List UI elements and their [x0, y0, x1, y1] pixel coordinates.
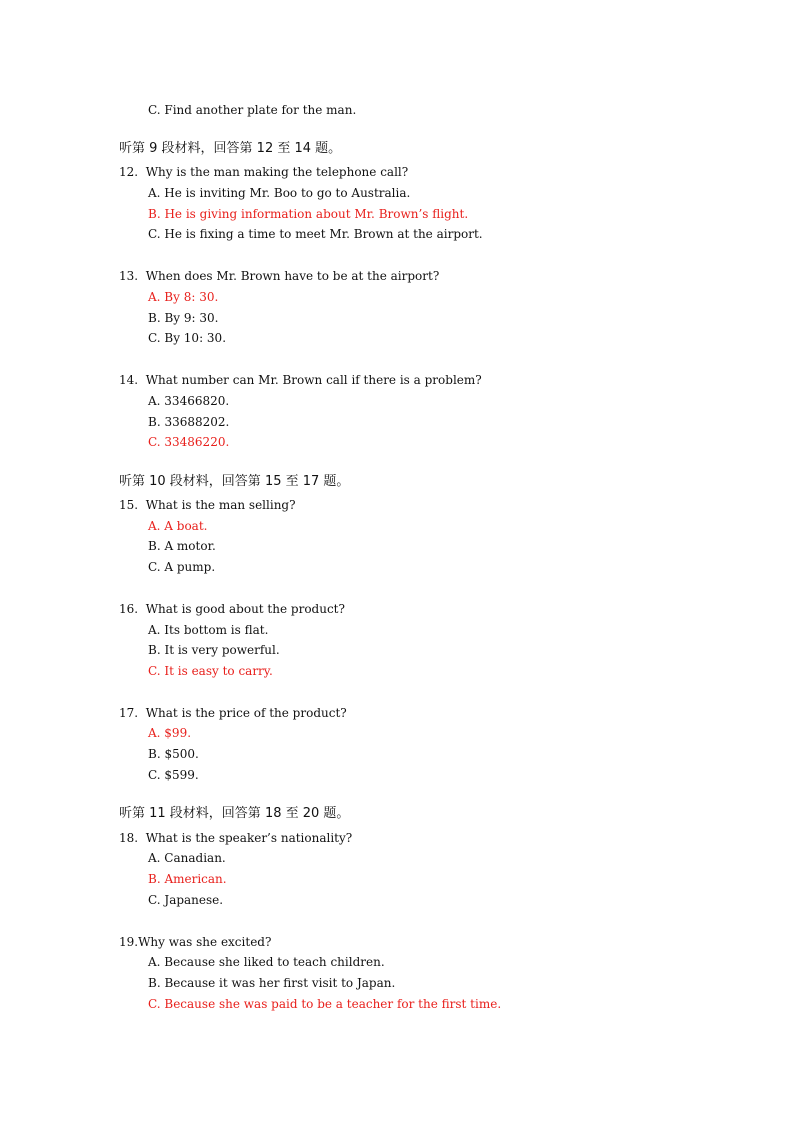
question-19: 19.Why was she excited?: [119, 935, 272, 949]
option-13a: A. By 8: 30.: [148, 290, 219, 304]
question-16: 16. What is good about the product?: [119, 602, 345, 616]
option-16a: A. Its bottom is flat.: [148, 623, 269, 637]
option-17a: A. $99.: [148, 726, 192, 740]
option-15b: B. A motor.: [148, 539, 216, 553]
option-15c: C. A pump.: [148, 560, 216, 574]
question-13: 13. When does Mr. Brown have to be at the airport?: [119, 269, 440, 283]
option-11c: C. Find another plate for the man.: [148, 103, 357, 117]
section-heading-10: 听第 10 段材料，回答第 15 至 17 题。: [119, 474, 350, 489]
option-18c: C. Japanese.: [148, 893, 224, 907]
question-14: 14. What number can Mr. Brown call if there is a problem?: [119, 373, 482, 387]
option-12c: C. He is fixing a time to meet Mr. Brown at the airport.: [148, 227, 483, 241]
option-18a: A. Canadian.: [148, 851, 226, 865]
option-14b: B. 33688202.: [148, 415, 230, 429]
option-18b: B. American.: [148, 872, 227, 886]
option-16b: B. It is very powerful.: [148, 643, 280, 657]
question-15: 15. What is the man selling?: [119, 498, 296, 512]
option-17c: C. $599.: [148, 768, 199, 782]
option-19a: A. Because she liked to teach children.: [148, 955, 385, 969]
option-19c: C. Because she was paid to be a teacher for the first time.: [148, 997, 502, 1011]
section-heading-9: 听第 9 段材料，回答第 12 至 14 题。: [119, 141, 342, 156]
option-13b: B. By 9: 30.: [148, 311, 219, 325]
option-19b: B. Because it was her first visit to Japan.: [148, 976, 396, 990]
option-15a: A. A boat.: [148, 519, 208, 533]
question-18: 18. What is the speaker’s nationality?: [119, 831, 353, 845]
option-12a: A. He is inviting Mr. Boo to go to Australia.: [148, 186, 411, 200]
option-17b: B. $500.: [148, 747, 199, 761]
option-14c: C. 33486220.: [148, 435, 230, 449]
option-16c: C. It is easy to carry.: [148, 664, 273, 678]
option-14a: A. 33466820.: [148, 394, 230, 408]
section-heading-11: 听第 11 段材料，回答第 18 至 20 题。: [119, 806, 350, 821]
question-12: 12. Why is the man making the telephone call?: [119, 165, 409, 179]
option-13c: C. By 10: 30.: [148, 331, 227, 345]
question-17: 17. What is the price of the product?: [119, 706, 347, 720]
option-12b: B. He is giving information about Mr. Brown’s flight.: [148, 207, 469, 221]
